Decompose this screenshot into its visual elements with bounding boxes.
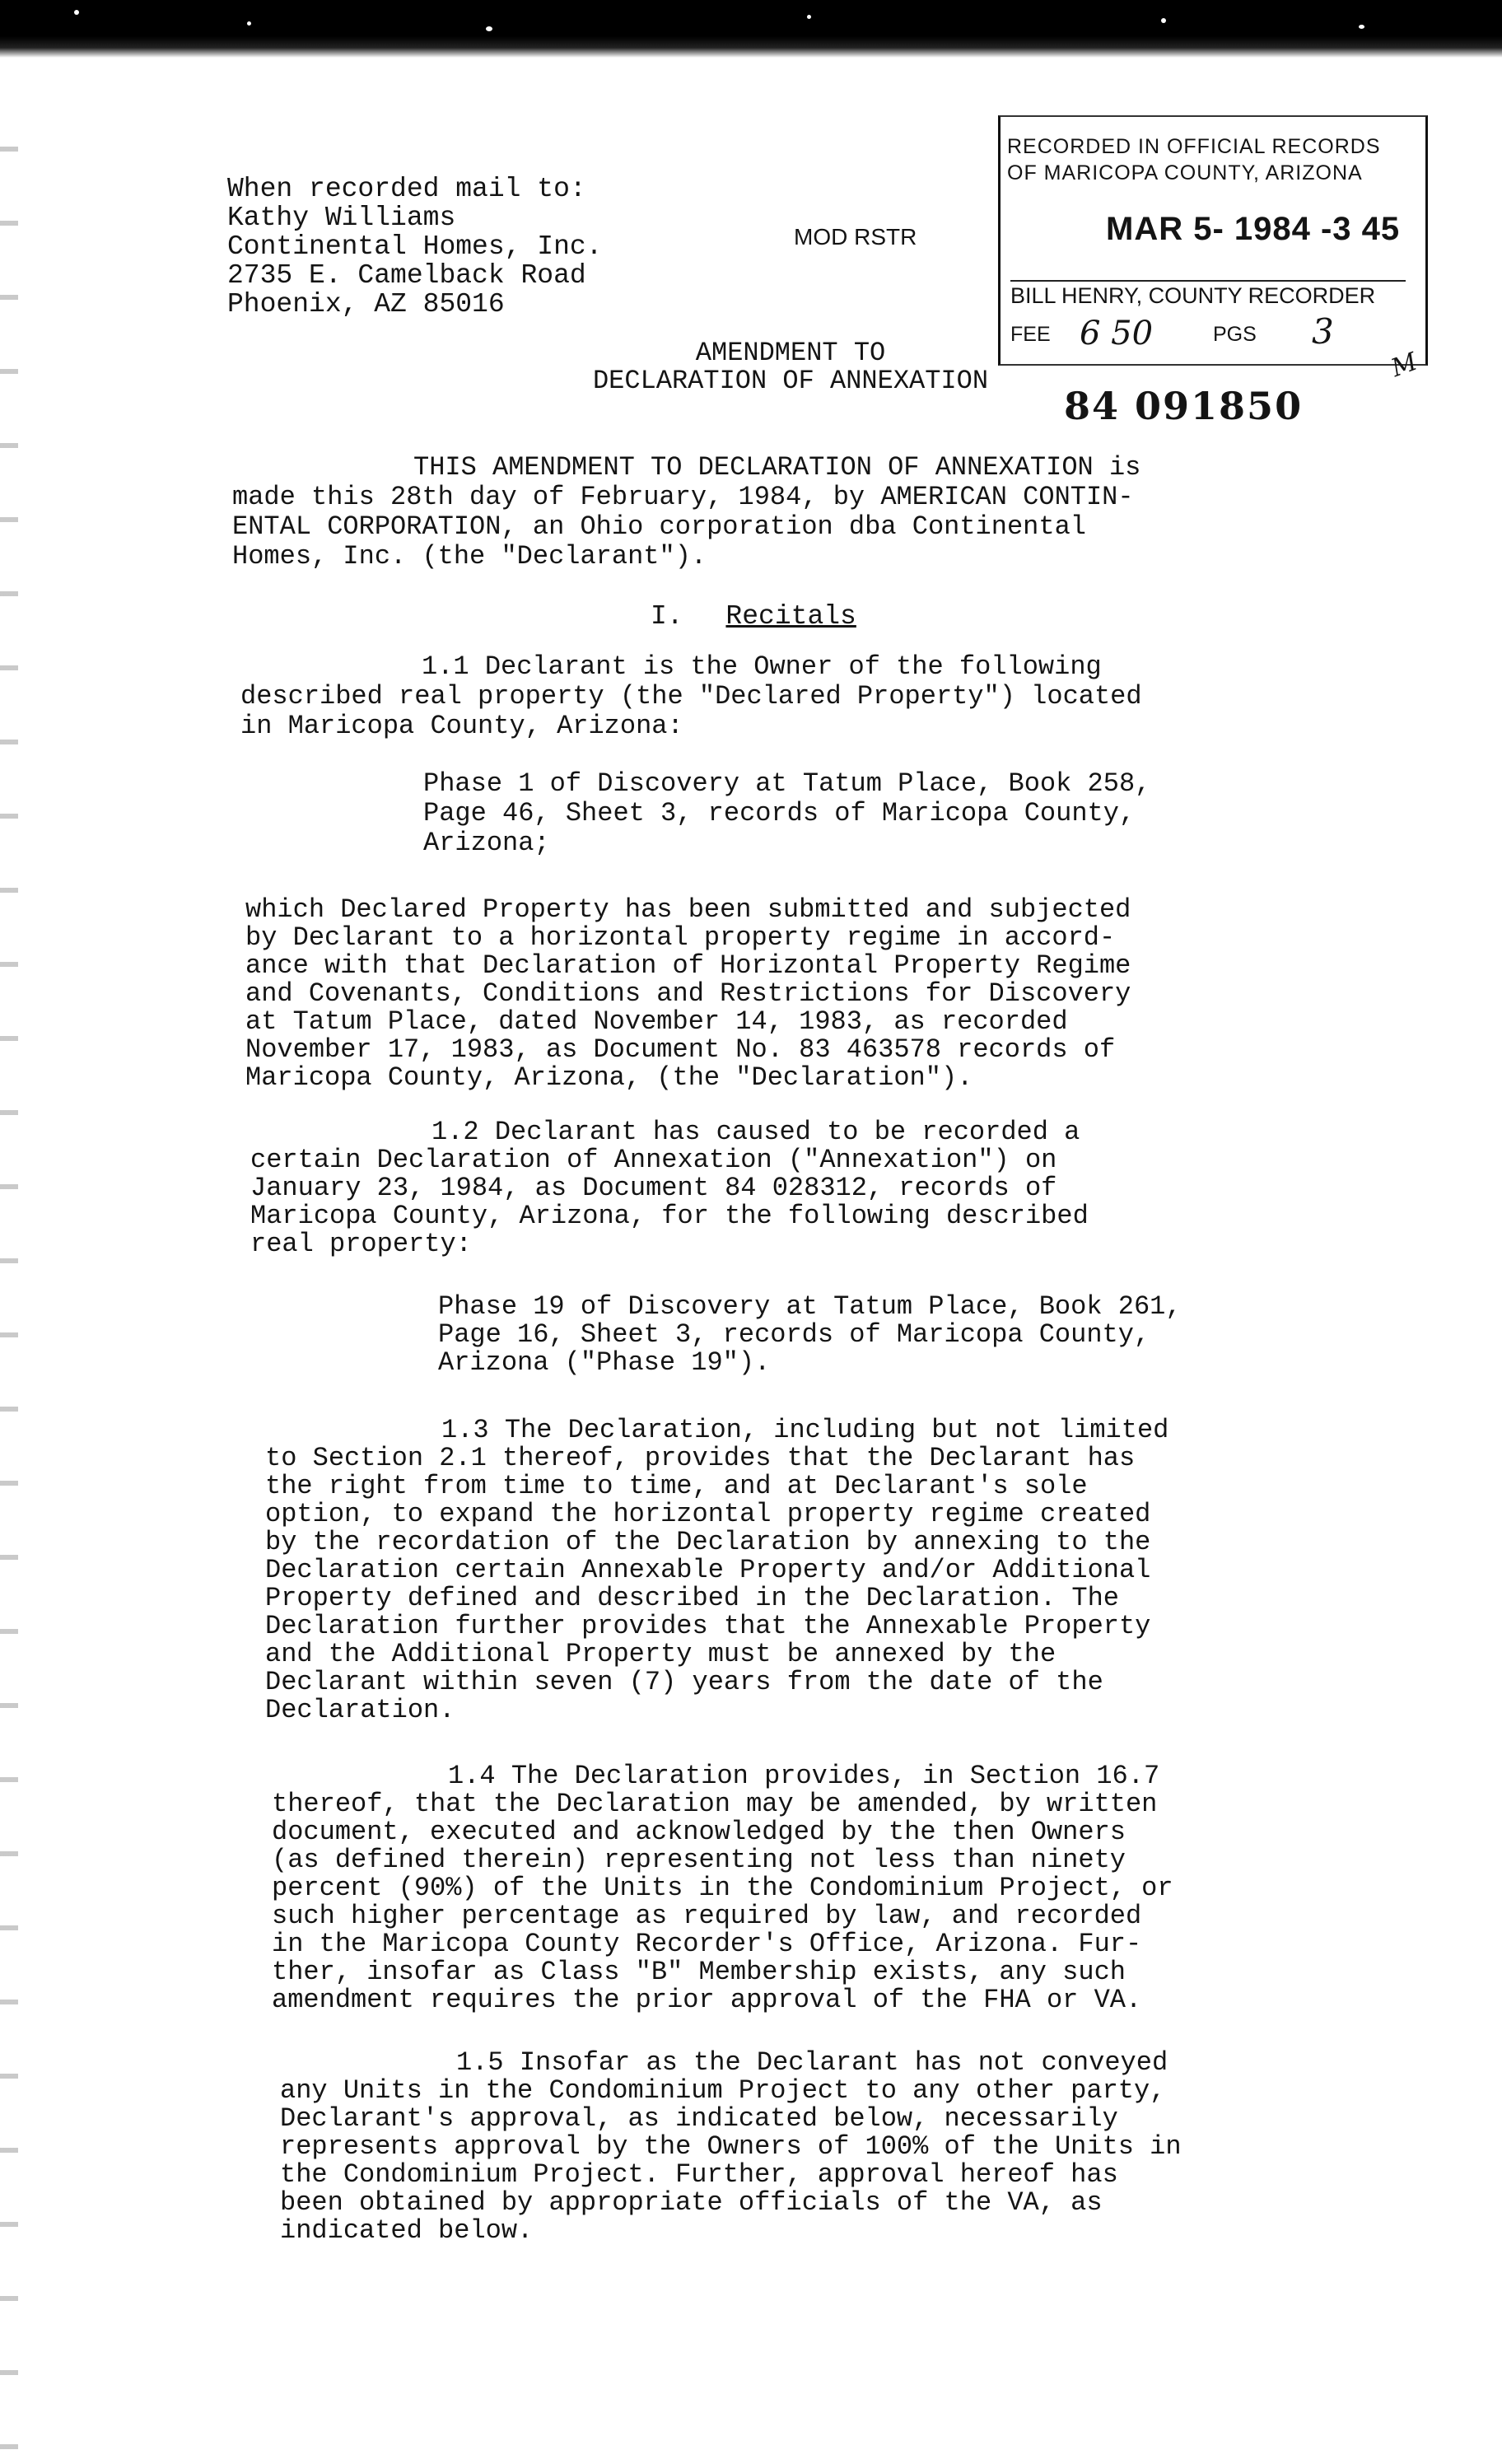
paragraph-line: Declaration. xyxy=(265,1695,455,1725)
quote-line: Page 16, Sheet 3, records of Maricopa County, xyxy=(438,1319,1150,1350)
scan-speck xyxy=(807,15,811,19)
scan-speck xyxy=(74,10,79,15)
paragraph-line: 1.5 Insofar as the Declarant has not conveyed xyxy=(456,2047,1168,2078)
intro-line: ENTAL CORPORATION, an Ohio corporation dba Continental xyxy=(232,511,1086,542)
intro-line: Homes, Inc. (the "Declarant"). xyxy=(232,541,707,572)
paragraph-line: thereof, that the Declaration may be amended, by written xyxy=(272,1789,1158,1819)
paragraph-line: by the recordation of the Declaration by annexing to the xyxy=(265,1527,1151,1557)
paragraph-1-2 xyxy=(250,1118,1089,1258)
quote-line: Arizona; xyxy=(423,828,550,858)
paragraph-line: percent (90%) of the Units in the Condominium Project, or xyxy=(272,1873,1173,1903)
mail-to-label: When recorded mail to: xyxy=(227,174,586,204)
stamp-recorder: BILL HENRY, COUNTY RECORDER xyxy=(1010,280,1406,309)
title-line-1: AMENDMENT TO xyxy=(695,338,886,368)
paragraph-line: (as defined therein) representing not less than ninety xyxy=(272,1845,1126,1875)
paragraph-line: 1.4 The Declaration provides, in Section 16.7 xyxy=(448,1761,1160,1791)
paragraph-line: Declaration further provides that the Annexable Property xyxy=(265,1611,1151,1641)
paragraph-line: 1.1 Declarant is the Owner of the following xyxy=(422,651,1102,682)
scan-edge-bar xyxy=(0,0,1502,58)
mail-to-name: Kathy Williams xyxy=(227,203,456,233)
stamp-date: MAR 5- 1984 -3 45 xyxy=(1106,211,1401,247)
paragraph-line: and the Additional Property must be annexed by the xyxy=(265,1639,1057,1669)
paragraph-line: certain Declaration of Annexation ("Annexation") on xyxy=(250,1145,1057,1175)
return-address-block xyxy=(227,175,602,319)
paragraph-line: January 23, 1984, as Document 84 028312, records of xyxy=(250,1173,1057,1203)
paragraph-line: ther, insofar as Class "B" Membership exists, any such xyxy=(272,1957,1126,1987)
property-description-2 xyxy=(438,1293,1182,1377)
document-number: 84 091850 xyxy=(1064,384,1304,428)
paragraph-line: to Section 2.1 thereof, provides that the Declarant has xyxy=(265,1443,1136,1473)
scan-speck xyxy=(486,26,492,31)
stamp-pgs-label: PGS xyxy=(1213,323,1257,346)
paragraph-line: in Maricopa County, Arizona: xyxy=(240,711,683,741)
paragraph-line: which Declared Property has been submitted and subjected xyxy=(245,894,1131,925)
stamp-line-2: OF MARICOPA COUNTY, ARIZONA xyxy=(1007,161,1363,184)
quote-line: Page 46, Sheet 3, records of Maricopa County, xyxy=(423,798,1136,828)
section-title: Recitals xyxy=(725,601,856,632)
section-number: I. xyxy=(651,601,683,632)
paragraph-line: 1.3 The Declaration, including but not limited xyxy=(441,1415,1169,1445)
stamp-pgs-value: 3 xyxy=(1312,311,1334,352)
stamp-fee-value: 6 50 xyxy=(1080,315,1154,352)
paragraph-line: amendment requires the prior approval of the FHA or VA. xyxy=(272,1985,1142,2015)
paragraph-line: the right from time to time, and at Declarant's sole xyxy=(265,1471,1088,1501)
paragraph-line: described real property (the "Declared Property") located xyxy=(240,681,1142,712)
mod-rstr-mark: MOD RSTR xyxy=(794,224,917,250)
paragraph-line: represents approval by the Owners of 100% of the Units in xyxy=(280,2131,1182,2162)
paragraph-line: November 17, 1983, as Document No. 83 463578 records of xyxy=(245,1034,1116,1065)
quote-line: Arizona ("Phase 19"). xyxy=(438,1347,771,1378)
paragraph-line: Declarant within seven (7) years from the date of the xyxy=(265,1667,1103,1697)
paragraph-1-4 xyxy=(272,1762,1173,2014)
section-heading xyxy=(651,601,856,632)
handwritten-initials: M xyxy=(1387,347,1421,384)
paragraph-line: Declarant's approval, as indicated below, necessarily xyxy=(280,2103,1118,2134)
paragraph-line: option, to expand the horizontal property regime created xyxy=(265,1499,1151,1529)
paragraph-1-3 xyxy=(265,1416,1168,1724)
quote-line: Phase 19 of Discovery at Tatum Place, Book 261, xyxy=(438,1291,1182,1322)
paragraph-line: the Condominium Project. Further, approval hereof has xyxy=(280,2159,1118,2190)
scan-speck xyxy=(247,21,251,26)
paragraph-line: been obtained by appropriate officials of the VA, as xyxy=(280,2187,1103,2218)
paragraph-line: such higher percentage as required by law, and recorded xyxy=(272,1901,1142,1931)
document-title xyxy=(511,339,1071,395)
stamp-fee-label: FEE xyxy=(1010,323,1051,346)
mail-to-street: 2735 E. Camelback Road xyxy=(227,260,586,291)
paragraph-1-1-continued xyxy=(245,896,1131,1092)
intro-line: made this 28th day of February, 1984, by AMERICAN CONTIN- xyxy=(232,482,1134,512)
paragraph-line: and Covenants, Conditions and Restrictions for Discovery xyxy=(245,978,1131,1009)
paragraph-line: 1.2 Declarant has caused to be recorded a xyxy=(431,1117,1080,1147)
intro-paragraph xyxy=(232,453,1140,572)
paragraph-line: Maricopa County, Arizona, for the following described xyxy=(250,1201,1089,1231)
paragraph-line: indicated below. xyxy=(280,2215,534,2246)
paragraph-line: Property defined and described in the Declaration. The xyxy=(265,1583,1119,1613)
paragraph-line: any Units in the Condominium Project to any other party, xyxy=(280,2075,1166,2106)
paragraph-line: real property: xyxy=(250,1229,472,1259)
paragraph-1-1 xyxy=(240,652,1142,741)
paragraph-line: Declaration certain Annexable Property and/or Additional xyxy=(265,1555,1151,1585)
title-line-2: DECLARATION OF ANNEXATION xyxy=(592,366,989,396)
property-description-1 xyxy=(423,769,1150,858)
scan-margin-marks xyxy=(0,115,18,2462)
scan-speck xyxy=(1359,25,1364,29)
paragraph-1-5 xyxy=(280,2049,1182,2245)
paragraph-line: by Declarant to a horizontal property regime in accord- xyxy=(245,922,1116,953)
paragraph-line: in the Maricopa County Recorder's Office, Arizona. Fur- xyxy=(272,1929,1142,1959)
paragraph-line: at Tatum Place, dated November 14, 1983, as recorded xyxy=(245,1006,1068,1037)
stamp-line-1: RECORDED IN OFFICIAL RECORDS xyxy=(1007,135,1381,158)
mail-to-city: Phoenix, AZ 85016 xyxy=(227,289,505,320)
intro-line: THIS AMENDMENT TO DECLARATION OF ANNEXATION is xyxy=(413,452,1141,483)
paragraph-line: ance with that Declaration of Horizontal Property Regime xyxy=(245,950,1131,981)
mail-to-company: Continental Homes, Inc. xyxy=(227,231,603,262)
paragraph-line: document, executed and acknowledged by the then Owners xyxy=(272,1817,1126,1847)
scan-speck xyxy=(1161,18,1166,23)
quote-line: Phase 1 of Discovery at Tatum Place, Book 258, xyxy=(423,768,1151,799)
paragraph-line: Maricopa County, Arizona, (the "Declaration"). xyxy=(245,1062,973,1093)
recording-stamp xyxy=(998,115,1428,366)
